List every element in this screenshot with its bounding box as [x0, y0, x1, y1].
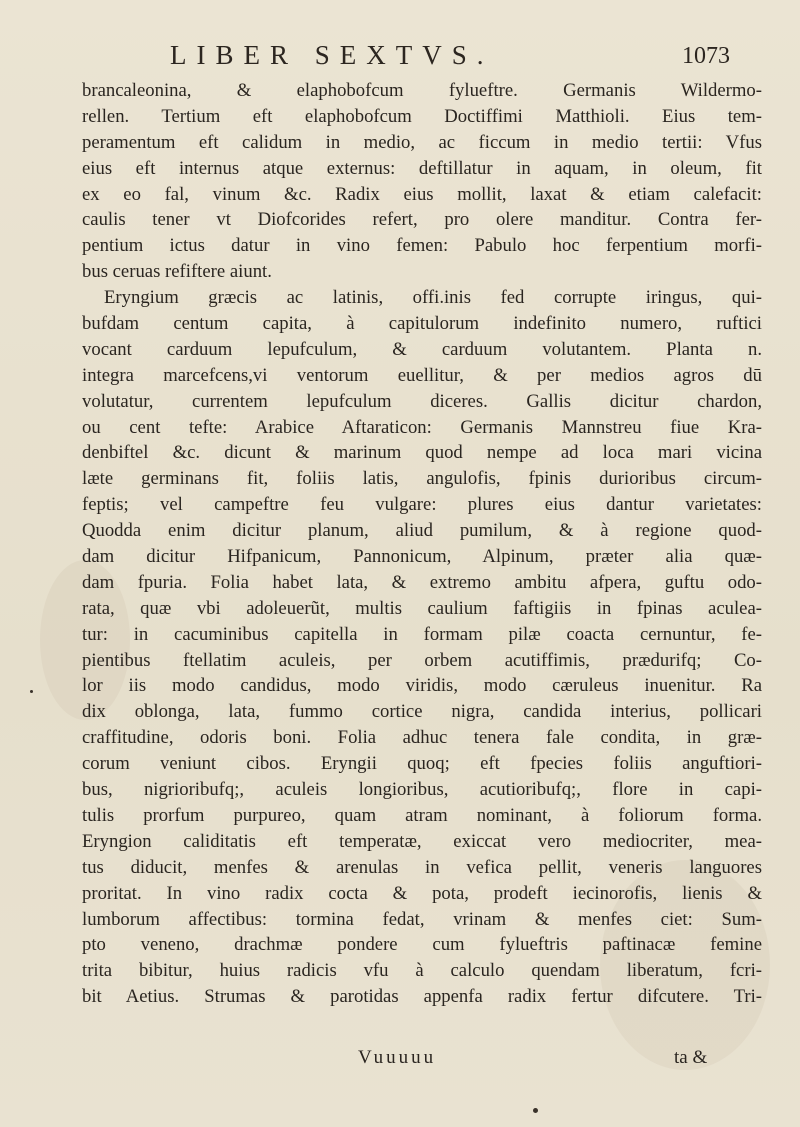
text-line: integra marcefcens,vi ventorum euellitur, & per medios agros dū	[82, 364, 762, 386]
text-line: rellen. Tertium eft elaphobofcum Doctiffimi Matthioli. Eius tem-	[82, 105, 762, 127]
text-line: feptis; vel campeftre feu vulgare: plures eius dantur varietates:	[82, 494, 762, 516]
text-line: pto veneno, drachmæ pondere cum fylueftris paftinacæ femine	[82, 934, 762, 956]
text-line: dam fpuria. Folia habet lata, & extremo ambitu afpera, guftu odo-	[82, 571, 762, 593]
text-line: volutatur, currentem lepufculum diceres. Gallis dicitur chardon,	[82, 390, 762, 412]
text-line: peramentum eft calidum in medio, ac ficcum in medio tertii: Vfus	[82, 131, 762, 153]
body-text	[82, 78, 762, 1010]
text-line: dam dicitur Hifpanicum, Pannonicum, Alpinum, præter alia quæ-	[82, 546, 762, 568]
page-footer	[82, 1047, 762, 1077]
text-line: proritat. In vino radix cocta & pota, prodeft iecinorofis, lienis &	[82, 882, 762, 904]
text-line: lumborum affectibus: tormina fedat, vrinam & menfes ciet: Sum-	[82, 908, 762, 930]
text-line: denbiftel &c. dicunt & marinum quod nempe ad loca mari vicina	[82, 442, 762, 464]
text-line: ou cent tefte: Arabice Aftaraticon: Germanis Mannstreu fiue Kra-	[82, 416, 762, 438]
text-line: pientibus ftellatim aculeis, per orbem acutiffimis, prædurifq; Co-	[82, 649, 762, 671]
text-line: dix oblonga, lata, fummo cortice nigra, candida interius, pollicari	[82, 701, 762, 723]
text-line: vocant carduum lepufculum, & carduum volutantem. Planta n.	[82, 338, 762, 360]
page-number: 1073	[682, 43, 730, 69]
text-line: craffitudine, odoris boni. Folia adhuc tenera fale condita, in græ-	[82, 727, 762, 749]
text-line: lor iis modo candidus, modo viridis, modo cæruleus inuenitur. Ra	[82, 675, 762, 697]
text-line: bufdam centum capita, à capitulorum indefinito numero, ruftici	[82, 313, 762, 335]
text-line: tulis prorfum purpureo, quam atram nominant, à foliorum forma.	[82, 804, 762, 826]
catchword: ta &	[674, 1047, 708, 1068]
text-line: Eryngion caliditatis eft temperatæ, exiccat vero mediocriter, mea-	[82, 830, 762, 852]
text-line: corum veniunt cibos. Eryngii quoq; eft fpecies foliis anguftiori-	[82, 753, 762, 775]
text-line: bus ceruas refiftere aiunt.	[82, 261, 272, 283]
running-title: LIBER SEXTVS.	[170, 40, 494, 70]
text-line: rata, quæ vbi adoleuerũt, multis caulium faftigiis in fpinas aculea-	[82, 597, 762, 619]
text-line: tur: in cacuminibus capitella in formam pilæ coacta cernuntur, fe-	[82, 623, 762, 645]
page-header	[0, 30, 800, 78]
text-line: brancaleonina, & elaphobofcum fylueftre. Germanis Wildermo-	[82, 80, 762, 101]
text-line: Eryngium græcis ac latinis, offi.inis fed corrupte iringus, qui-	[104, 287, 762, 309]
text-line: bit Aetius. Strumas & parotidas appenfa radix fertur difcutere. Tri-	[82, 986, 762, 1008]
text-line: tus diducit, menfes & arenulas in vefica pellit, veneris languores	[82, 856, 762, 878]
text-line: bus, nigrioribufq;, aculeis longioribus, acutioribufq;, flore in capi-	[82, 779, 762, 801]
text-line: ex eo fal, vinum &c. Radix eius mollit, laxat & etiam calefacit:	[82, 183, 762, 205]
text-line: trita bibitur, huius radicis vfu à calculo quendam liberatum, fcri-	[82, 960, 762, 982]
text-line: eius eft internus atque externus: deftillatur in aquam, in oleum, fit	[82, 157, 762, 179]
ink-dot	[533, 1108, 538, 1113]
text-line: caulis tener vt Diofcorides refert, pro olere manditur. Contra fer-	[82, 209, 762, 231]
text-line: Quodda enim dicitur planum, aliud pumilum, & à regione quod-	[82, 520, 762, 542]
signature-mark: Vuuuuu	[358, 1047, 437, 1068]
text-line: læte germinans fit, foliis latis, angulofis, fpinis durioribus circum-	[82, 468, 762, 490]
ink-dot	[30, 690, 33, 693]
text-line: pentium ictus datur in vino femen: Pabulo hoc ferpentium morfi-	[82, 235, 762, 257]
